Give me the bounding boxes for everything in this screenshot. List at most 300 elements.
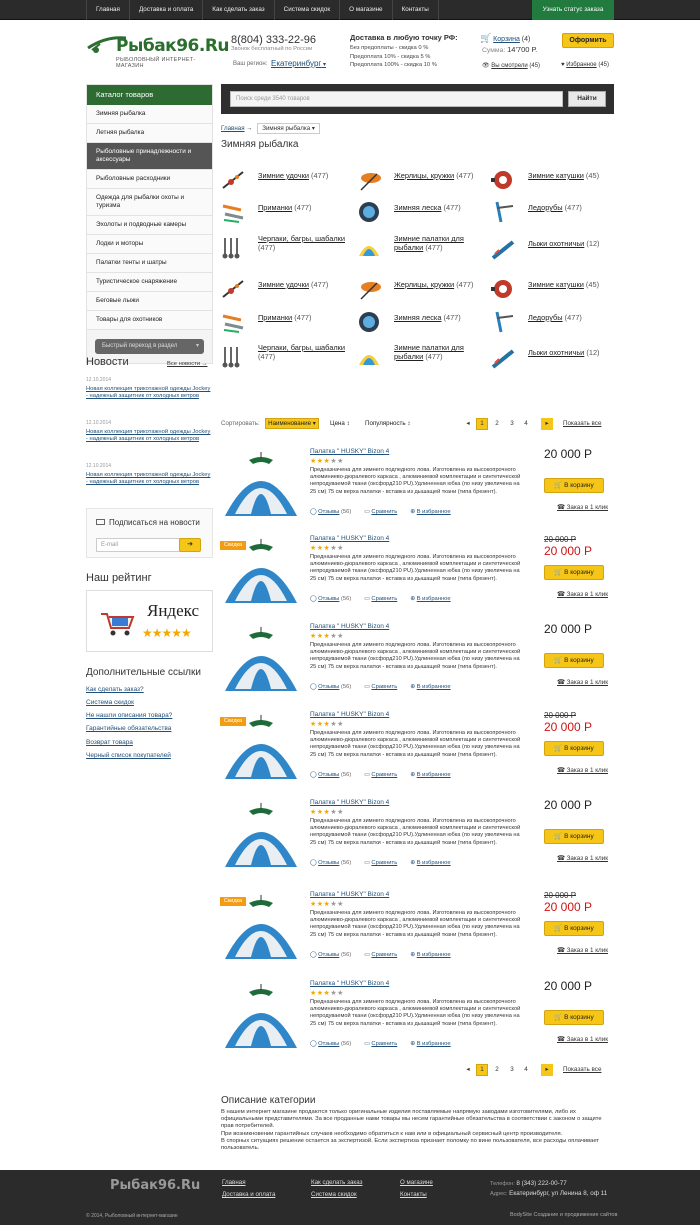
extra-link[interactable]: Черный список покупателей — [86, 752, 171, 759]
category-card[interactable] — [221, 236, 356, 260]
reviews-link[interactable]: ◯ Отзывы (56) — [310, 860, 352, 866]
compare-label[interactable]: Сравнить — [371, 684, 398, 690]
subscribe-title: Подписаться на новости — [109, 518, 200, 527]
category-name[interactable] — [258, 234, 356, 252]
tent-product-image[interactable] — [221, 984, 301, 1058]
email-field[interactable]: E-mail — [96, 538, 180, 552]
one-click-order-link[interactable] — [557, 1036, 608, 1043]
product-description: Предназначена для зимнего подледного лова. Изготовлена из высокопрочного алюминиево-дюралевого каркаса , алюминиевой комплектации и синтетической непродуваемой ткани (оксфорд210 PU).Удлиненная юбка (по низу увеличена на 25 см) 75 см верха палатки - вставка из дышащей ткани (типа брезент). — [310, 910, 521, 938]
category-link[interactable]: Приманки — [258, 313, 293, 322]
category-card[interactable] — [491, 277, 626, 301]
cart-icon: 🛒 — [554, 657, 563, 664]
topnav-about[interactable]: О магазине — [340, 0, 392, 20]
catalog-item[interactable]: Беговые лыжи — [87, 292, 212, 311]
address-value: Екатеринбург, ул Ленина 8, оф 11 — [509, 1190, 608, 1197]
viewed-items[interactable] — [482, 62, 540, 69]
cart-icon: 🛒 — [554, 833, 563, 840]
compare-label[interactable]: Сравнить — [371, 952, 398, 958]
region-select[interactable]: Екатеринбург ▾ — [271, 59, 326, 68]
add-to-cart-button[interactable] — [544, 829, 604, 844]
add-to-cart-button[interactable] — [544, 921, 604, 936]
top-nav — [86, 0, 439, 20]
category-name[interactable] — [258, 343, 356, 361]
description-paragraph: В нашем интернет магазине продаются только оригинальные изделия поставляемые напрямую заводами изготовителями, либо их официальными представителями. За все проданные нами товары мы несем гарантийные обязательства в соответствии с законом о защите прав потребителей. — [221, 1109, 602, 1130]
delivery-row: Предоплата 10% - скидка 5 % — [350, 53, 431, 60]
favorite-label[interactable]: В избранное — [416, 684, 451, 690]
product-actions — [310, 952, 464, 958]
stars-empty: ★★ — [330, 721, 344, 728]
product-title[interactable]: Палатка " HUSKY" Bizon 4 — [310, 535, 390, 542]
order-status-button[interactable]: Узнать статус заказа — [532, 0, 614, 20]
catalog-menu — [86, 84, 213, 364]
checkout-button[interactable]: Оформить — [562, 33, 614, 48]
favorite-link[interactable]: ⊕ В избранное — [410, 509, 451, 515]
delivery-info — [350, 33, 475, 70]
tent-product-image[interactable] — [221, 627, 301, 701]
footer-link[interactable]: Доставка и оплата — [222, 1191, 276, 1198]
compare-label[interactable]: Сравнить — [371, 1041, 398, 1047]
reviews-label[interactable]: Отзывы — [318, 772, 340, 778]
category-card[interactable] — [357, 277, 492, 301]
favorite-label[interactable]: В избранное — [416, 509, 451, 515]
reviews-link[interactable]: ◯ Отзывы (56) — [310, 684, 352, 690]
category-link[interactable]: Лыжи охотничьи — [528, 348, 585, 357]
sort-label: Сортировать: — [221, 420, 260, 427]
product-title[interactable]: Палатка " HUSKY" Bizon 4 — [310, 799, 390, 806]
category-count: (12) — [586, 239, 600, 248]
delivery-title: Доставка в любую точку РФ: — [350, 33, 458, 42]
sort-by-price[interactable]: Цена ↕ — [330, 420, 350, 427]
tent-product-image[interactable] — [221, 715, 301, 789]
category-name[interactable] — [258, 280, 328, 289]
compare-label[interactable]: Сравнить — [371, 596, 398, 602]
drill-icon — [491, 200, 515, 224]
news-link[interactable]: Новая коллекция трикотажной одежды Jockey - надежный защитник от холодных ветров — [86, 429, 211, 443]
catalog-item[interactable]: Летняя рыбалка — [87, 124, 212, 143]
footer-link[interactable]: Главная — [222, 1179, 246, 1186]
rating-stars-icon — [310, 632, 344, 640]
category-link[interactable]: Зимние катушки — [528, 171, 584, 180]
product-title[interactable]: Палатка " HUSKY" Bizon 4 — [310, 623, 390, 630]
stars-empty: ★★ — [330, 901, 344, 908]
category-name[interactable] — [394, 203, 461, 212]
catalog-item-active[interactable]: Рыболовные принадлежности и аксессуары — [87, 143, 212, 170]
pager-next[interactable]: ▸ — [541, 1064, 553, 1076]
breadcrumb-separator: → — [246, 125, 253, 132]
phone-icon: ☎ — [557, 504, 565, 511]
scoop-icon — [221, 236, 245, 260]
reviews-link[interactable]: ◯ Отзывы (56) — [310, 596, 352, 602]
category-card[interactable] — [491, 200, 626, 224]
category-card[interactable] — [491, 236, 626, 260]
favs-link[interactable]: Избранное — [566, 62, 597, 68]
reviews-link[interactable]: ◯ Отзывы (56) — [310, 509, 352, 515]
tent-product-image[interactable] — [221, 539, 301, 613]
old-price: 20 000 Р — [544, 711, 577, 720]
reviews-label[interactable]: Отзывы — [318, 684, 340, 690]
phone-value: 8 (343) 222-00-77 — [516, 1180, 567, 1187]
rating-title: Наш рейтинг — [86, 572, 152, 584]
catalog-item[interactable]: Палатки тенты и шатры — [87, 254, 212, 273]
add-to-cart-label: В корзину — [564, 482, 594, 489]
reviews-link[interactable]: ◯ Отзывы (56) — [310, 1041, 352, 1047]
extra-link[interactable]: Гарантийные обязательства — [86, 725, 172, 732]
pager-page[interactable]: 2 — [495, 420, 499, 427]
category-card[interactable] — [357, 345, 492, 369]
category-card[interactable] — [221, 345, 356, 369]
footer-link[interactable]: Контакты — [400, 1191, 427, 1198]
footer-logo[interactable]: Рыбак96.Ru — [110, 1178, 201, 1193]
rod-icon — [221, 168, 245, 192]
rating-stars-icon — [310, 720, 344, 728]
cart-icon: 🛒 — [554, 1014, 563, 1021]
compare-link[interactable]: ▭ Сравнить — [364, 860, 398, 866]
favorite-label[interactable]: В избранное — [416, 952, 451, 958]
one-click-label[interactable]: Заказ в 1 клик — [566, 947, 608, 954]
compare-link[interactable]: ▭ Сравнить — [364, 1041, 398, 1047]
reel-icon — [491, 168, 515, 192]
extra-link[interactable]: Не нашли описания товара? — [86, 712, 173, 719]
category-card[interactable] — [357, 310, 492, 334]
category-count: (477) — [443, 313, 461, 322]
category-link[interactable]: Жерлицы, кружки — [394, 171, 455, 180]
category-count: (477) — [456, 280, 474, 289]
phone-icon: ☎ — [557, 767, 565, 774]
one-click-order-link[interactable] — [557, 504, 608, 511]
catalog-item[interactable]: Рыболовные расходники — [87, 170, 212, 189]
add-to-cart-label: В корзину — [564, 833, 594, 840]
product-title[interactable]: Палатка " HUSKY" Bizon 4 — [310, 711, 390, 718]
sort-by-name[interactable]: Наименование ▾ — [265, 418, 319, 429]
product-title[interactable]: Палатка " HUSKY" Bizon 4 — [310, 448, 390, 455]
one-click-label[interactable]: Заказ в 1 клик — [566, 767, 608, 774]
add-to-cart-label: В корзину — [564, 657, 594, 664]
category-name[interactable] — [394, 280, 473, 289]
category-card[interactable] — [491, 345, 626, 369]
category-link[interactable]: Зимние катушки — [528, 280, 584, 289]
pager-page[interactable]: 2 — [495, 1066, 499, 1073]
pagination-bottom — [462, 1064, 614, 1076]
category-count: (477) — [564, 313, 582, 322]
sort-by-popularity[interactable]: Популярность ↕ — [365, 420, 411, 427]
category-card[interactable] — [221, 310, 356, 334]
one-click-order-link[interactable] — [557, 679, 608, 686]
news-link[interactable]: Новая коллекция трикотажной одежды Jockey - надежный защитник от холодных ветров — [86, 472, 211, 486]
envelope-icon — [96, 519, 105, 525]
region-label: Ваш регион: — [233, 61, 268, 67]
product-actions — [310, 772, 464, 778]
add-to-cart-button[interactable] — [544, 565, 604, 580]
category-card[interactable] — [221, 168, 356, 192]
extra-link[interactable]: Возврат товара — [86, 739, 133, 746]
product-description: Предназначена для зимнего подледного лова. Изготовлена из высокопрочного алюминиево-дюралевого каркаса , алюминиевой комплектации и синтетической непродуваемой ткани (оксфорд210 PU).Удлиненная юбка (по низу увеличена на 25 см) 75 см верха палатки - вставка из дышащей ткани (типа брезент). — [310, 730, 521, 758]
category-name[interactable] — [528, 239, 600, 248]
category-name[interactable] — [528, 171, 599, 180]
logo-word: Рыбак96.Ru — [116, 36, 230, 56]
footer-address — [490, 1190, 607, 1197]
stars-filled: ★★★ — [310, 809, 331, 816]
category-card[interactable] — [357, 200, 492, 224]
line-icon — [357, 310, 381, 334]
cart-icon: 🛒 — [480, 33, 492, 43]
favorite-label[interactable]: В избранное — [416, 596, 451, 602]
category-name[interactable] — [394, 234, 492, 252]
phone-icon: ☎ — [557, 591, 565, 598]
pager-page[interactable]: 4 — [524, 1066, 528, 1073]
category-link[interactable]: Зимние палатки для рыбалки — [394, 234, 464, 252]
pager-page-active[interactable]: 1 — [476, 418, 488, 430]
phone-label: Телефон: — [490, 1181, 515, 1187]
category-link[interactable]: Зимние палатки для рыбалки — [394, 343, 464, 361]
product-price: 20 000 Р — [544, 798, 593, 812]
category-name[interactable] — [528, 280, 599, 289]
category-count: (45) — [585, 171, 600, 180]
one-click-label[interactable]: Заказ в 1 клик — [566, 1036, 608, 1043]
one-click-label[interactable]: Заказ в 1 клик — [566, 855, 608, 862]
catalog-item[interactable]: Товары для охотников — [87, 311, 212, 330]
category-card[interactable] — [357, 168, 492, 192]
pager-page[interactable]: 3 — [510, 420, 514, 427]
stars-empty: ★★ — [330, 545, 344, 552]
favorite-link[interactable]: ⊕ В избранное — [410, 596, 451, 602]
breadcrumb-current[interactable]: Зимняя рыбалка ▾ — [257, 123, 320, 134]
category-link[interactable]: Ледорубы — [528, 203, 563, 212]
one-click-label[interactable]: Заказ в 1 клик — [566, 679, 608, 686]
lure-icon — [221, 310, 245, 334]
category-link[interactable]: Зимние удочки — [258, 280, 309, 289]
one-click-order-link[interactable] — [557, 767, 608, 774]
one-click-label[interactable]: Заказ в 1 клик — [566, 591, 608, 598]
description-paragraph: При возникновении гарантийных случаев необходимо обратиться к нам или в официальный сервисный центр производителя. — [221, 1130, 563, 1137]
news-link[interactable]: Новая коллекция трикотажной одежды Jockey - надежный защитник от холодных ветров — [86, 386, 211, 400]
compare-link[interactable]: ▭ Сравнить — [364, 684, 398, 690]
news-date: 12.10.2014 — [86, 463, 112, 469]
discount-badge: Скидка — [220, 541, 246, 550]
category-link[interactable]: Зимняя леска — [394, 203, 442, 212]
search-input[interactable]: Поиск среди 3540 товаров — [230, 91, 563, 107]
favorite-link[interactable]: ⊕ В избранное — [410, 684, 451, 690]
footer-link[interactable]: Система скидок — [311, 1191, 357, 1198]
ski-icon — [491, 345, 515, 369]
cart-link[interactable]: Корзина — [493, 36, 520, 43]
add-to-cart-button[interactable] — [544, 653, 604, 668]
product-title[interactable]: Палатка " HUSKY" Bizon 4 — [310, 980, 390, 987]
topnav-delivery[interactable]: Доставка и оплата — [130, 0, 203, 20]
cart-icon: 🛒 — [554, 745, 563, 752]
category-name[interactable] — [528, 348, 600, 357]
category-card[interactable] — [221, 277, 356, 301]
one-click-order-link[interactable] — [557, 947, 608, 954]
category-link[interactable]: Черпаки, багры, шабалки — [258, 343, 346, 352]
site-logo[interactable] — [86, 34, 230, 74]
search-button[interactable]: Найти — [568, 91, 606, 107]
category-name[interactable] — [258, 171, 328, 180]
pagination-top — [462, 418, 614, 430]
category-link[interactable]: Черпаки, багры, шабалки — [258, 234, 346, 243]
category-link[interactable]: Жерлицы, кружки — [394, 280, 455, 289]
catalog-item[interactable]: Туристическое снаряжение — [87, 273, 212, 292]
pager-show-all[interactable]: Показать все — [563, 1066, 602, 1073]
catalog-item[interactable]: Одежда для рыбалки охоты и туризма — [87, 189, 212, 216]
tent-product-image[interactable] — [221, 803, 301, 877]
product-description: Предназначена для зимнего подледного лова. Изготовлена из высокопрочного алюминиево-дюралевого каркаса , алюминиевой комплектации и синтетической непродуваемой ткани (оксфорд210 PU).Удлиненная юбка (по низу увеличена на 25 см) 75 см верха палатки - вставка из дышащей ткани (типа брезент). — [310, 554, 521, 582]
favorite-link[interactable]: ⊕ В избранное — [410, 1041, 451, 1047]
one-click-order-link[interactable] — [557, 855, 608, 862]
product-card — [221, 980, 614, 1068]
category-link[interactable]: Зимняя леска — [394, 313, 442, 322]
category-link[interactable]: Лыжи охотничьи — [528, 239, 585, 248]
compare-label[interactable]: Сравнить — [371, 860, 398, 866]
category-link[interactable]: Зимние удочки — [258, 171, 309, 180]
scoop-icon — [221, 345, 245, 369]
compare-label[interactable]: Сравнить — [371, 509, 398, 515]
favorite-link[interactable]: ⊕ В избранное — [410, 772, 451, 778]
category-card[interactable] — [221, 200, 356, 224]
compare-link[interactable]: ▭ Сравнить — [364, 772, 398, 778]
extra-link[interactable]: Система скидок — [86, 699, 134, 706]
footer-link[interactable]: О магазине — [400, 1179, 433, 1186]
favorite-items[interactable] — [561, 62, 609, 68]
catalog-item[interactable]: Лодки и моторы — [87, 235, 212, 254]
favorite-link[interactable]: ⊕ В избранное — [410, 952, 451, 958]
rod-icon — [221, 277, 245, 301]
category-name[interactable] — [258, 203, 312, 212]
product-price: 20 000 Р — [544, 622, 593, 636]
reviews-label[interactable]: Отзывы — [318, 1041, 340, 1047]
favs-count: (45) — [598, 62, 609, 68]
pager-page-active[interactable]: 1 — [476, 1064, 488, 1076]
discount-badge: Скидка — [220, 717, 246, 726]
category-name[interactable] — [394, 171, 473, 180]
pager-page[interactable]: 4 — [524, 420, 528, 427]
compare-link[interactable]: ▭ Сравнить — [364, 596, 398, 602]
yandex-logo: Яндекс — [147, 601, 200, 620]
category-count: (477) — [311, 280, 329, 289]
phone-icon: ☎ — [557, 679, 565, 686]
subscribe-button[interactable]: ➜ — [179, 538, 201, 552]
compare-label[interactable]: Сравнить — [371, 772, 398, 778]
footer-link[interactable]: Как сделать заказ — [311, 1179, 363, 1186]
tent-product-image[interactable] — [221, 452, 301, 526]
pager-page[interactable]: 3 — [510, 1066, 514, 1073]
add-to-cart-button[interactable] — [544, 741, 604, 756]
product-price: 20 000 Р — [544, 720, 593, 734]
category-card[interactable] — [491, 310, 626, 334]
reviews-label[interactable]: Отзывы — [318, 860, 340, 866]
compare-link[interactable]: ▭ Сравнить — [364, 952, 398, 958]
viewed-count: (45) — [529, 63, 541, 69]
reviews-link[interactable]: ◯ Отзывы (56) — [310, 952, 352, 958]
search-bar — [221, 84, 614, 114]
product-description: Предназначена для зимнего подледного лова. Изготовлена из высокопрочного алюминиево-дюралевого каркаса , алюминиевой комплектации и синтетической непродуваемой ткани (оксфорд210 PU).Удлиненная юбка (по низу увеличена на 25 см) 75 см верха палатки - вставка из дышащей ткани (типа брезент). — [310, 999, 521, 1027]
category-name[interactable] — [394, 313, 461, 322]
stars-filled: ★★★ — [310, 458, 331, 465]
compare-link[interactable]: ▭ Сравнить — [364, 509, 398, 515]
favorite-link[interactable]: ⊕ В избранное — [410, 860, 451, 866]
favorite-label[interactable]: В избранное — [416, 772, 451, 778]
favorite-label[interactable]: В избранное — [416, 860, 451, 866]
tent-product-image[interactable] — [221, 895, 301, 969]
old-price: 20 000 Р — [544, 535, 577, 544]
product-title[interactable]: Палатка " HUSKY" Bizon 4 — [310, 891, 390, 898]
lure-icon — [221, 200, 245, 224]
add-to-cart-button[interactable] — [544, 1010, 604, 1025]
reviews-label[interactable]: Отзывы — [318, 952, 340, 958]
news-title: Новости — [86, 356, 129, 368]
all-news-link[interactable]: Все новости → — [167, 361, 208, 367]
delivery-row: Предоплата 100% - скидка 10 % — [350, 62, 437, 68]
rating-stars-icon — [310, 544, 344, 552]
category-count: (477) — [258, 243, 276, 252]
category-count: (12) — [586, 348, 600, 357]
extra-link[interactable]: Как сделать заказ? — [86, 686, 144, 693]
category-name[interactable] — [258, 313, 312, 322]
product-price: 20 000 Р — [544, 979, 593, 993]
developer-credit[interactable]: BodySite Создание и продвижение сайтов — [510, 1212, 618, 1218]
product-description: Предназначена для зимнего подледного лова. Изготовлена из высокопрочного алюминиево-дюралевого каркаса , алюминиевой комплектации и синтетической непродуваемой ткани (оксфорд210 PU).Удлиненная юбка (по низу увеличена на 25 см) 75 см верха палатки - вставка из дышащей ткани (типа брезент). — [310, 818, 521, 846]
reviews-label[interactable]: Отзывы — [318, 509, 340, 515]
viewed-link[interactable]: Вы смотрели — [491, 63, 528, 69]
category-name[interactable] — [528, 203, 582, 212]
sum-value: 14'700 Р. — [507, 45, 538, 54]
product-price: 20 000 Р — [544, 544, 593, 558]
topnav-discounts[interactable]: Система скидок — [275, 0, 340, 20]
category-link[interactable]: Ледорубы — [528, 313, 563, 322]
category-count: (477) — [258, 352, 276, 361]
category-link[interactable]: Приманки — [258, 203, 293, 212]
cart-icon: 🛒 — [554, 925, 563, 932]
add-to-cart-button[interactable] — [544, 478, 604, 493]
phone-icon: ☎ — [557, 947, 565, 954]
news-date: 12.10.2014 — [86, 377, 112, 383]
catalog-item[interactable]: Эхолоты и подводные камеры — [87, 216, 212, 235]
extra-links-title: Дополнительные ссылки — [86, 667, 201, 678]
stars-filled: ★★★ — [310, 901, 331, 908]
stars-empty: ★★ — [330, 633, 344, 640]
reviews-link[interactable]: ◯ Отзывы (56) — [310, 772, 352, 778]
category-count: (477) — [443, 203, 461, 212]
quick-section-select[interactable]: Быстрый переход в раздел ▾ — [95, 339, 204, 354]
yandex-rating-badge[interactable] — [86, 590, 213, 652]
news-date: 12.10.2014 — [86, 420, 112, 426]
topnav-home[interactable]: Главная — [86, 0, 130, 20]
category-name[interactable] — [528, 313, 582, 322]
reviews-count: (56) — [340, 772, 352, 778]
category-count: (477) — [294, 313, 312, 322]
favorite-label[interactable]: В избранное — [416, 1041, 451, 1047]
breadcrumb-home[interactable]: Главная — [221, 125, 245, 132]
topnav-how-to-order[interactable]: Как сделать заказ — [203, 0, 274, 20]
catalog-item[interactable]: Зимняя рыбалка — [87, 105, 212, 124]
pager-prev[interactable]: ◂ — [466, 1066, 470, 1073]
one-click-order-link[interactable] — [557, 591, 608, 598]
copyright: © 2014, Рыболовный интернет-магазин — [86, 1213, 178, 1219]
pager-next[interactable]: ▸ — [541, 418, 553, 430]
category-name[interactable] — [394, 343, 492, 361]
cart-sum — [482, 45, 537, 54]
category-card[interactable] — [357, 236, 492, 260]
stars-filled: ★★★ — [310, 545, 331, 552]
category-card[interactable] — [491, 168, 626, 192]
reviews-count: (56) — [340, 509, 352, 515]
stars-empty: ★★ — [330, 809, 344, 816]
pager-show-all[interactable]: Показать все — [563, 420, 602, 427]
one-click-label[interactable]: Заказ в 1 клик — [566, 504, 608, 511]
footer — [0, 1170, 700, 1225]
pager-prev[interactable]: ◂ — [466, 420, 470, 427]
topnav-contacts[interactable]: Контакты — [393, 0, 439, 20]
reviews-label[interactable]: Отзывы — [318, 596, 340, 602]
